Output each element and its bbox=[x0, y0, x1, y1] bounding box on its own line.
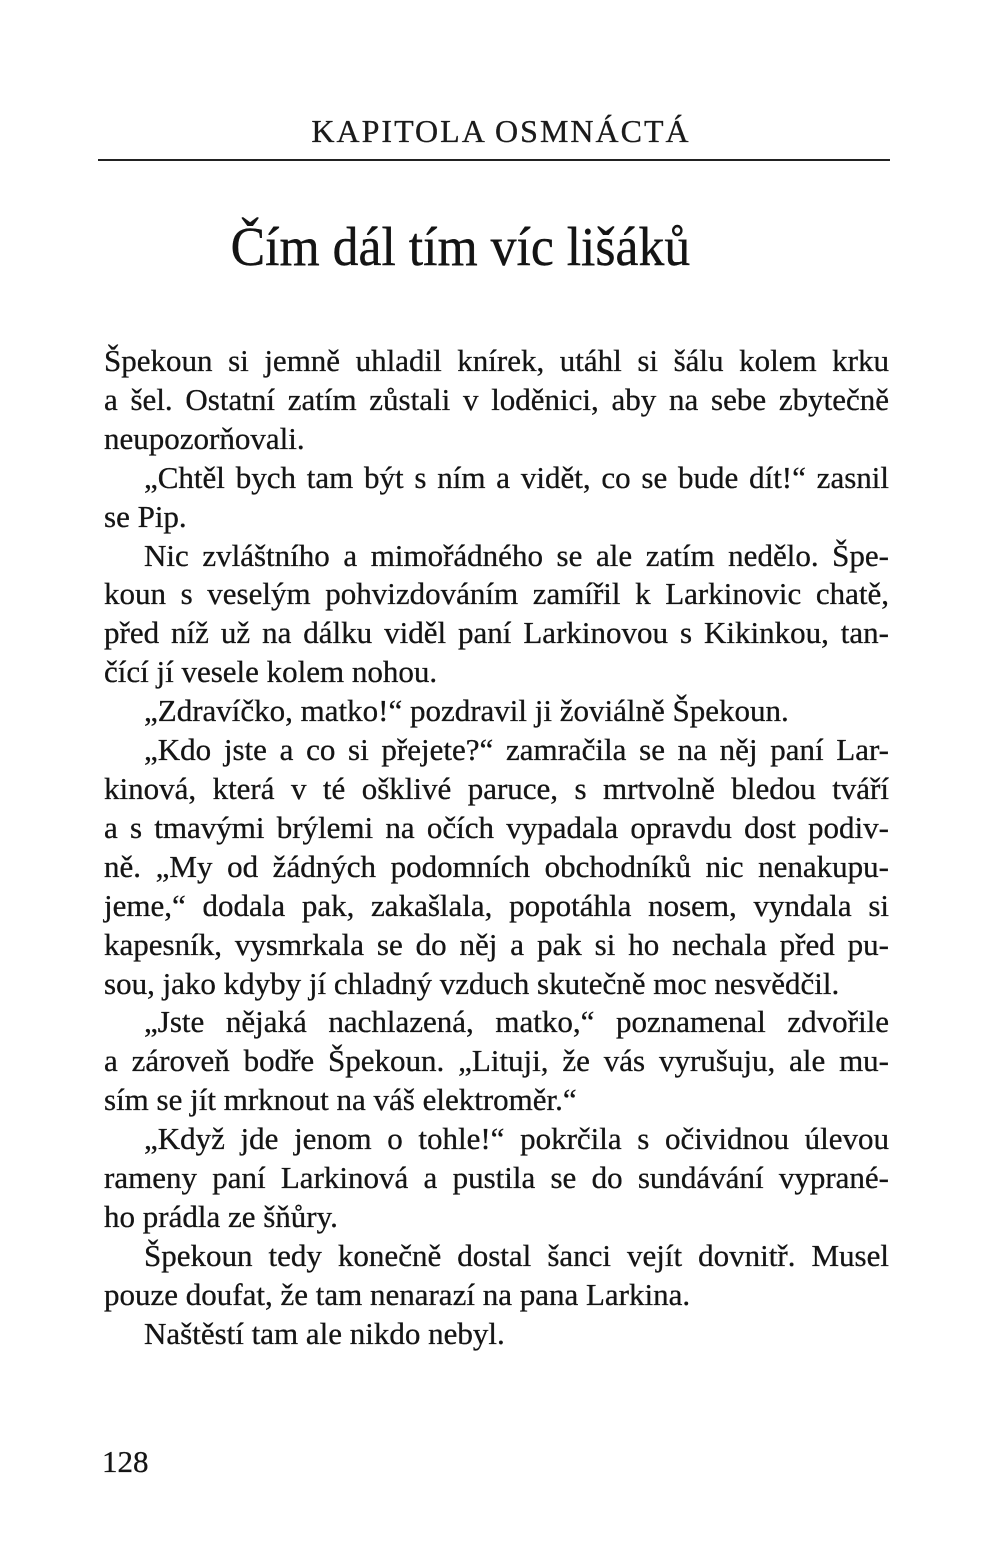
text-line: koun s veselým pohvizdováním zamířil k Larkinovic chatě, bbox=[104, 576, 889, 612]
paragraph bbox=[104, 1315, 889, 1354]
text-line: Naštěstí tam ale nikdo nebyl. bbox=[144, 1315, 505, 1351]
paragraph bbox=[104, 459, 889, 537]
text-line: a zároveň bodře Špekoun. „Lituji, že vás vyrušuju, ale mu- bbox=[104, 1043, 889, 1079]
text-line: a šel. Ostatní zatím zůstali v loděnici, aby na sebe zbytečně bbox=[104, 381, 889, 417]
text-line: Nic zvláštního a mimořádného se ale zatím nedělo. Špe- bbox=[144, 537, 889, 573]
text-line: se Pip. bbox=[104, 498, 187, 534]
chapter-title-text: Čím dál tím víc lišáků bbox=[230, 216, 690, 277]
text-line: „Když jde jenom o tohle!“ pokrčila s očividnou úlevou bbox=[144, 1121, 889, 1157]
paragraph bbox=[104, 1003, 889, 1120]
body-text bbox=[104, 342, 889, 1354]
text-line: Špekoun tedy konečně dostal šanci vejít dovnitř. Musel bbox=[144, 1237, 889, 1273]
text-line: před níž už na dálku viděl paní Larkinovou s Kikinkou, tan- bbox=[104, 615, 889, 651]
paragraph bbox=[104, 537, 889, 693]
paragraph bbox=[104, 1237, 889, 1315]
text-line: čící jí vesele kolem nohou. bbox=[104, 654, 438, 690]
text-line: sou, jako kdyby jí chladný vzduch skutečně moc nesvědčil. bbox=[104, 965, 840, 1001]
text-line: „Jste nějaká nachlazená, matko,“ poznamenal zdvořile bbox=[144, 1004, 889, 1040]
text-line: ně. „My od žádných podomních obchodníků nic nenakupu- bbox=[104, 848, 889, 884]
header-rule bbox=[98, 159, 890, 161]
text-line: „Kdo jste a co si přejete?“ zamračila se na něj paní Lar- bbox=[144, 732, 889, 768]
text-line: „Zdravíčko, matko!“ pozdravil ji žoviálně Špekoun. bbox=[144, 693, 789, 729]
text-line: jeme,“ dodala pak, zakašlala, popotáhla nosem, vyndala si bbox=[104, 887, 889, 923]
page-number: 128 bbox=[102, 1444, 149, 1479]
paragraph bbox=[104, 731, 889, 1003]
text-line: Špekoun si jemně uhladil knírek, utáhl si šálu kolem krku bbox=[104, 343, 889, 378]
text-line: rameny paní Larkinová a pustila se do sundávání vyprané- bbox=[104, 1160, 889, 1196]
paragraph bbox=[104, 1120, 889, 1237]
paragraph bbox=[104, 692, 889, 731]
text-line: a s tmavými brýlemi na očích vypadala opravdu dost podiv- bbox=[104, 809, 889, 845]
text-line: neupozorňovali. bbox=[104, 420, 305, 456]
text-line: „Chtěl bych tam být s ním a vidět, co se bude dít!“ zasnil bbox=[144, 459, 889, 495]
text-line: pouze doufat, že tam nenarazí na pana Larkina. bbox=[104, 1276, 691, 1312]
text-line: ho prádla ze šňůry. bbox=[104, 1198, 338, 1234]
text-line: sím se jít mrknout na váš elektroměr.“ bbox=[104, 1082, 577, 1118]
paragraph bbox=[104, 342, 889, 459]
chapter-title bbox=[0, 215, 920, 278]
text-line: kinová, která v té ošklivé paruce, s mrtvolně bledou tváří bbox=[104, 770, 889, 806]
running-header: KAPITOLA OSMNÁCTÁ bbox=[311, 113, 691, 149]
text-line: kapesník, vysmrkala se do něj a pak si ho nechala před pu- bbox=[104, 926, 889, 962]
